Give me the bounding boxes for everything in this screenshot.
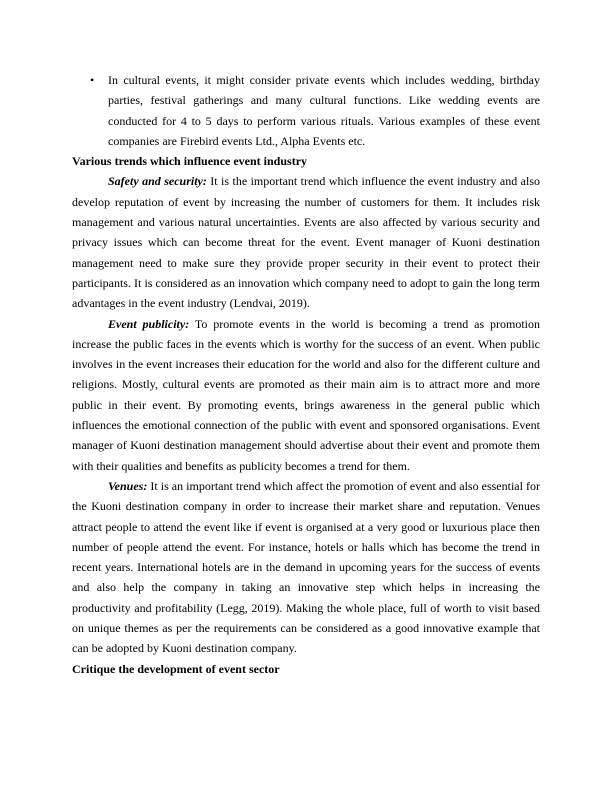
paragraph-body: It is an important trend which affect the promotion of event and also essential for the Kuoni destination company in order to increase their market share and reputation. Venues attract people to attend the event like if event is organised at a very good or luxurious place then number of people attend the event. For instance, hotels or halls which has become the trend in recent years. International hotels are in the demand in upcoming years for the success of events and also help the company in taking an innovative step which helps in increasing the productivity and profitability (Legg, 2019). Making the whole place, full of worth to visit based on unique themes as per the requirements can be considered as a good innovative example that can be adopted by Kuoni destination company. <box>72 478 540 656</box>
bullet-text: In cultural events, it might consider private events which includes wedding, birthday parties, festival gatherings and many cultural functions. Like wedding events are conducted for 4 to 5 days to perform various rituals. Various examples of these event companies are Firebird events Ltd., Alpha Events etc. <box>108 73 540 148</box>
paragraph-body: It is the important trend which influence the event industry and also develop reputation of event by increasing the number of customers for them. It includes risk management and various natural uncertainties. Events are also affected by various security and privacy issues which can become threat for the event. Event manager of Kuoni destination management need to make sure they provide proper security in their event to protect their participants. It is considered as an innovation which company need to adopt to gain the long term advantages in the event industry (Lendvai, 2019). <box>72 174 540 311</box>
paragraph-lead: Venues: <box>108 478 148 493</box>
paragraph-event-publicity <box>72 314 540 476</box>
section-heading-critique: Critique the development of event sector <box>72 661 280 676</box>
paragraph-body: To promote events in the world is becoming a trend as promotion increase the public faces in the events which is worthy for the success of an event. When public involves in the event increases their education for the world and also for the different culture and religions. Mostly, cultural events are promoted as their main aim is to attract more and more public in their event. By promoting events, brings awareness in the general public which influences the emotional connection of the public with event and sponsored organisations. Event manager of Kuoni destination management should advertise about their event and promote them with their qualities and benefits as publicity becomes a trend for them. <box>72 316 541 473</box>
paragraph-safety-security <box>72 171 540 313</box>
bullet-marker: • <box>90 73 95 87</box>
paragraph-lead: Event publicity: <box>108 316 190 331</box>
paragraph-venues <box>72 476 540 659</box>
document-page <box>72 70 540 679</box>
paragraph-lead: Safety and security: <box>108 174 207 189</box>
bullet-item <box>72 70 540 151</box>
section-heading-trends: Various trends which influence event industry <box>72 154 308 169</box>
